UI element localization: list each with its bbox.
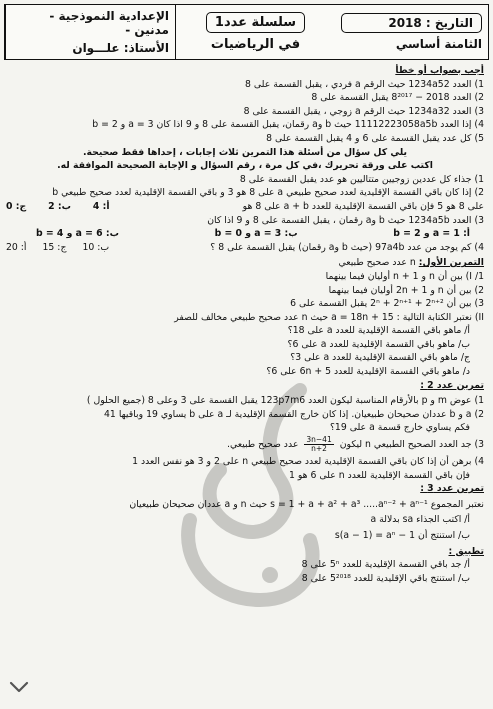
series-title: سلسلة عدد1 — [206, 12, 305, 33]
teacher-name: الأستاذ: علـــوان — [72, 41, 169, 55]
ex2-item-4: 4) برهن أن إذا كان باقي القسمة الإقليدية لعدد صحيح طبيعي n على 2 و 3 هو نفس العدد 1 — [132, 456, 484, 468]
mcq-q2a: 2) إذا كان باقي القسمة الإقليدية لعدد صحيح طبيعي a على 8 هو 3 و باقي القسمة الإقليدية لعدد صحيح طبيعي b — [52, 187, 484, 199]
mcq-q4-option-a: 20 :أ — [6, 241, 27, 253]
chevron-down-icon[interactable] — [8, 680, 30, 694]
mcq-q4-option-c: 15 :ج — [42, 241, 67, 253]
school-name: الإعدادية النموذجية - مدنين - — [49, 9, 169, 37]
mcq-q3-options — [6, 227, 484, 241]
ex2-item-3-text: 3) جد العدد الصحيح الطبيعي n ليكون — [339, 439, 484, 451]
mcq-q2-option-a: 4 :أ — [92, 200, 110, 212]
ex2-fraction — [304, 436, 333, 453]
mcq-q3-option-1: b = 2 و a = 1 :أ — [393, 228, 470, 240]
mcq-q3-option-3: b = 4 و a = 6 :ب — [36, 228, 119, 240]
mcq-q4-option-b: 10 :ب — [82, 241, 110, 253]
mcq-intro-1: يلي كل سؤال من أسئلة هذا التمرين ثلاث إجابات ، إحداها فقط صحيحة. — [82, 146, 408, 158]
ex2-item-3-tail: عدد صحيح طبيعي. — [227, 439, 299, 451]
level-label: الثامنة أساسي — [395, 37, 482, 51]
mcq-q2b: على 8 هو 5 فإن باقي القسمة الإقليدية للعدد a + b على 8 هو — [242, 200, 484, 212]
ex2-fraction-numerator: 3n−41 — [306, 435, 332, 445]
header-title-block — [175, 5, 335, 59]
application-b: ب/ استنتج باقي الإقليدية للعدد 5²⁰¹⁸ على 8 — [301, 572, 470, 584]
mcq-q4: 4) كم يوجد من عدد 97a4b (حيث b وa رقمان) يقبل القسمة على 8 ؟ — [210, 241, 484, 253]
mcq-q2b-row — [6, 200, 484, 214]
ex3-b: ب/ استنتج أن s(a − 1) = aⁿ − 1 — [334, 530, 470, 541]
tf-item-3: 3) العدد 1234a32 حيث الرقم a زوجي ، يقبل القسمة على 8 — [243, 105, 484, 117]
ex1-item-1: 1/ I) بين أن n و n + 1 أوليان فيما بينهما — [325, 270, 484, 282]
series-subject: في الرياضيات — [210, 37, 301, 52]
ex2-title: تمرين عدد 2 : — [420, 379, 484, 391]
ex1-title: التمرين الأول: — [418, 257, 484, 269]
mcq-q3: 3) العدد 1234a5b حيث b وa رقمان ، يقبل القسمة على 8 و 9 اذا كان — [207, 214, 484, 226]
mcq-q2-option-b: 2 :ب — [48, 200, 71, 212]
ex1-II: II) نعتبر الكتابة التالية : a = 18n + 15 حيث n عدد صحيح طبيعي مخالف للصفر — [174, 311, 484, 323]
application-a: أ/ جد باقي القسمة الإقليدية للعدد 5ⁿ على 8 — [301, 559, 470, 571]
ex3-a: أ/ اكتب الجذاء sa بدلالة a — [370, 514, 470, 526]
worksheet-body — [6, 64, 484, 585]
tf-item-2: 2) العدد 2018 − 8²⁰¹⁷ يقبل القسمة على 8 — [311, 92, 484, 104]
ex2-item-2: 2) a و b عددان صحيحان طبيعيان. إذا كان خارج القسمة الإقليدية لـ a على b يساوي 19 وباقيها 41 — [104, 408, 484, 420]
mcq-intro-2: اكتب على ورقة تحريرك ،في كل مرة ، رقم السؤال و الإجابة الصحيحة الموافقة له. — [57, 160, 433, 172]
tf-item-4: 4) إذا العدد 11112223058a5b حيث b وa رقمان، يقبل القسمة على 8 و 9 اذا كان 3 = a و 2 = b — [92, 119, 484, 131]
mcq-q4-row — [6, 241, 484, 255]
ex3-title: تمرين عدد 3 : — [420, 483, 484, 495]
header-school-block — [5, 5, 175, 59]
ex2-item-4b: فإن باقي القسمة الإقليدية للعدد n على 6 هو 1 — [288, 469, 470, 481]
worksheet-header — [4, 4, 489, 60]
mcq-q1: 1) جذاء كل عددين زوجيين متتاليين هو عدد يقبل القسمة على 8 — [239, 173, 484, 185]
ex2-item-3 — [6, 435, 484, 455]
ex1-item-3: 3) بين أن 2ⁿ + 2ⁿ⁺¹ + 2ⁿ⁺² يقبل القسمة على 6 — [290, 298, 484, 310]
header-date-block — [335, 5, 488, 59]
mcq-q3-option-2: b = 0 و a = 3 :ب — [214, 228, 298, 240]
mcq-q4-options — [6, 241, 109, 255]
ex1-II-c: ج/ ماهو باقي القسمة الإقليدية للعدد a على 3؟ — [290, 352, 470, 364]
ex2-item-1: 1) عوض m و p بالأرقام المناسبة ليكون العدد 123p7m6 يقبل القسمة على 3 وعلى 8 (جميع الحلول ) — [86, 395, 484, 407]
tf-title: أجب بصواب أو خطأ — [395, 65, 484, 76]
ex1-item-2: 2) بين أن n و 2n + 1 أوليان فيما بينهما — [328, 284, 484, 296]
ex1-II-a: أ/ ماهو باقي القسمة الإقليدية للعدد a على 18؟ — [287, 325, 470, 337]
mcq-q2-option-c: 0 :ج — [6, 200, 27, 212]
tf-item-1: 1) العدد 1234a52 حيث الرقم a فردي ، يقبل القسمة على 8 — [245, 78, 484, 90]
ex2-fraction-denominator: n+2 — [311, 444, 327, 454]
application-title: تطبيق : — [448, 545, 484, 557]
mcq-q2-options — [6, 200, 110, 214]
tf-item-5: 5) كل عدد يقبل القسمة على 6 و 4 يقبل القسمة على 8 — [266, 132, 484, 144]
ex1-header — [6, 256, 484, 270]
ex1-II-d: د/ ماهو باقي القسمة الإقليدية للعدد 6n + 5 على 6؟ — [266, 366, 470, 378]
ex1-II-b: ب/ ماهو باقي القسمة الإقليدية للعدد a على 6؟ — [287, 338, 470, 350]
ex2-item-2b: فكم يساوي خارج قسمة a على 19؟ — [329, 422, 470, 434]
date-label: التاريخ : 2018 — [341, 13, 482, 33]
ex3-intro: نعتبر المجموع s = 1 + a + a² + a³ .....aⁿ⁻² + aⁿ⁻¹ حيث n و a عددان صحيحان طبيعيان — [129, 498, 484, 510]
ex1-n: n عدد صحيح طبيعي — [338, 257, 416, 269]
